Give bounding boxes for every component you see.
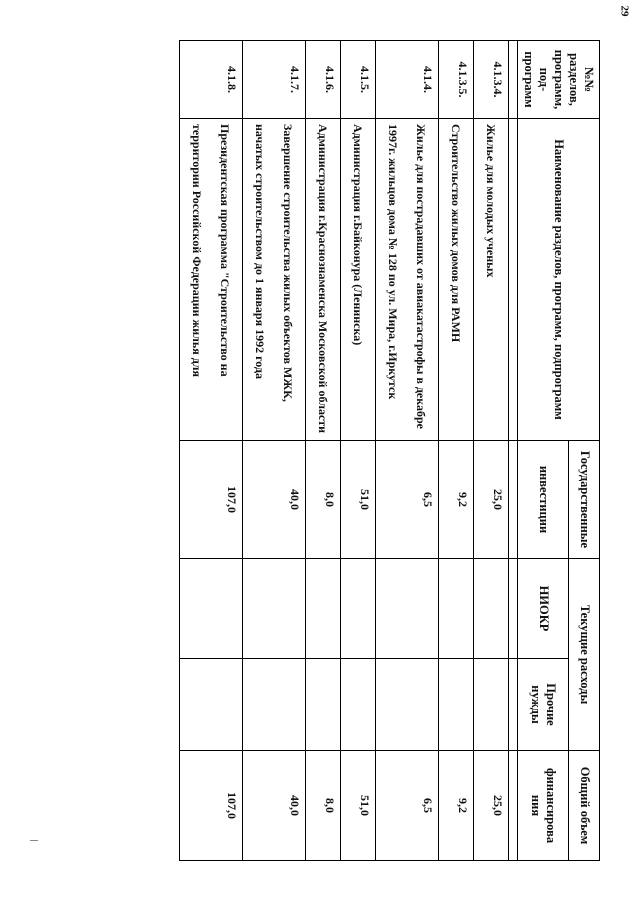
row-total: 40,0: [243, 751, 306, 861]
rotated-table-container: [40, 40, 600, 860]
row-code: 4.1.6.: [306, 41, 341, 119]
row-code: 4.1.7.: [243, 41, 306, 119]
row-gov: 107,0: [180, 441, 243, 559]
row-code: 4.1.3.5.: [439, 41, 474, 119]
row-name: Администрация г.Краснознаменска Московской области: [306, 119, 341, 441]
header-name: Наименование разделов, программ, подпрограмм: [518, 119, 600, 441]
row-name: Завершение строительства жилых объектов МЖК, начатых строительством до 1 января 1992 года: [243, 119, 306, 441]
table-row: [180, 41, 243, 861]
header-gov: Государственные: [569, 441, 600, 559]
row-name: Президентская программа "Строительство на территории Российской Федерации жилья для: [180, 119, 243, 441]
header-current: Текущие расходы: [569, 559, 600, 751]
row-total: 9,2: [439, 751, 474, 861]
row-name: Строительство жилых домов для РАМН: [439, 119, 474, 441]
scan-artifact: [30, 840, 38, 841]
row-total: 8,0: [306, 751, 341, 861]
row-name: Администрация г.Байконура (Ленинска): [341, 119, 376, 441]
budget-table: [179, 40, 600, 861]
row-name: Жилье для пострадавших от авиакатастрофы в декабре 1997г. жильцов дома № 128 по ул. Мира, г.Иркутск: [376, 119, 439, 441]
row-code: 4.1.4.: [376, 41, 439, 119]
page-number: 29: [618, 5, 631, 17]
header-total-sub: финансирова ния: [518, 751, 569, 861]
row-gov: 51,0: [341, 441, 376, 559]
row-gov: 40,0: [243, 441, 306, 559]
row-total: 25,0: [474, 751, 509, 861]
table-row: [341, 41, 376, 861]
row-gov: 9,2: [439, 441, 474, 559]
header-gov-sub: инвестиции: [518, 441, 569, 559]
header-total: Общий объем: [569, 751, 600, 861]
table-row: [376, 41, 439, 861]
row-gov: 6,5: [376, 441, 439, 559]
table-row: [243, 41, 306, 861]
table-row: [474, 41, 509, 861]
row-name: Жилье для молодых ученых: [474, 119, 509, 441]
table-row: [306, 41, 341, 861]
row-total: 6,5: [376, 751, 439, 861]
row-total: 51,0: [341, 751, 376, 861]
row-total: 107,0: [180, 751, 243, 861]
row-gov: 8,0: [306, 441, 341, 559]
row-code: 4.1.8.: [180, 41, 243, 119]
table-row: [439, 41, 474, 861]
row-code: 4.1.5.: [341, 41, 376, 119]
header-niokr: НИОКР: [518, 559, 569, 659]
header-number: №№ разделов, программ, под-программ: [518, 41, 600, 119]
row-code: 4.1.3.4.: [474, 41, 509, 119]
row-gov: 25,0: [474, 441, 509, 559]
header-other: Прочие нужды: [518, 659, 569, 751]
